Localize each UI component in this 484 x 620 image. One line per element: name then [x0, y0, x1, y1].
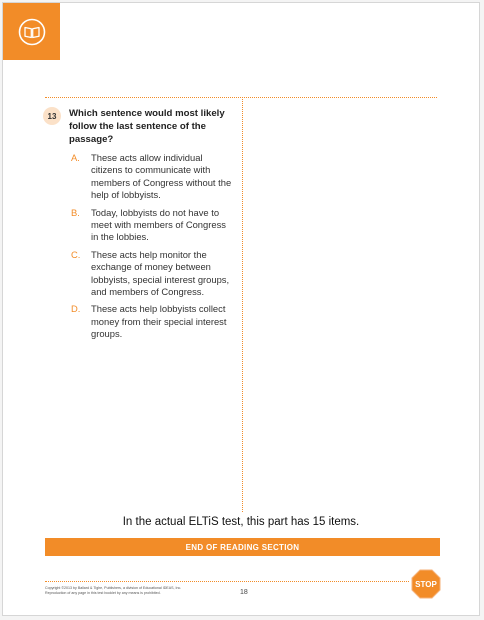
- column-divider: [242, 99, 243, 512]
- option-text: These acts help lobbyists collect money from their special interest groups.: [91, 303, 227, 340]
- question-13: [43, 107, 235, 346]
- option-text: These acts allow individual citizens to communicate with members of Congress without the help of lobbyists.: [91, 152, 232, 201]
- test-page: [2, 2, 480, 616]
- stop-label: STOP: [415, 580, 437, 589]
- option-letter: D.: [71, 303, 81, 315]
- section-badge: [3, 3, 60, 60]
- copyright-line: Copyright ©2013 by Ballard & Tighe, Publishers, a division of Educational IDEAS, Inc.: [45, 586, 182, 590]
- stop-sign-icon: [411, 569, 441, 599]
- open-book-icon: [18, 18, 46, 46]
- option-letter: B.: [71, 206, 80, 218]
- option-text: Today, lobbyists do not have to meet with members of Congress in the lobbies.: [91, 206, 226, 243]
- answer-option-c[interactable]: [71, 249, 235, 299]
- question-stem: Which sentence would most likely follow the last sentence of the passage?: [69, 108, 225, 145]
- answer-option-a[interactable]: [71, 152, 235, 202]
- items-note: In the actual ELTiS test, this part has 15 items.: [122, 516, 360, 528]
- option-letter: C.: [71, 248, 81, 260]
- option-letter: A.: [71, 152, 80, 163]
- option-text: These acts help monitor the exchange of money between lobbyists, special interest groups, and members of Congress.: [91, 248, 230, 298]
- top-divider: [45, 97, 437, 98]
- question-number-badge: 13: [43, 107, 61, 125]
- end-of-section-banner: END OF READING SECTION: [45, 538, 440, 556]
- copyright-notice: [45, 586, 205, 596]
- answer-option-d[interactable]: [71, 303, 235, 340]
- reproduction-line: Reproduction of any page in this test booklet by any means is prohibited.: [45, 591, 161, 595]
- answer-option-b[interactable]: [71, 207, 235, 244]
- bottom-divider: [45, 581, 409, 582]
- page-number: 18: [240, 589, 248, 596]
- answer-options: [71, 152, 235, 341]
